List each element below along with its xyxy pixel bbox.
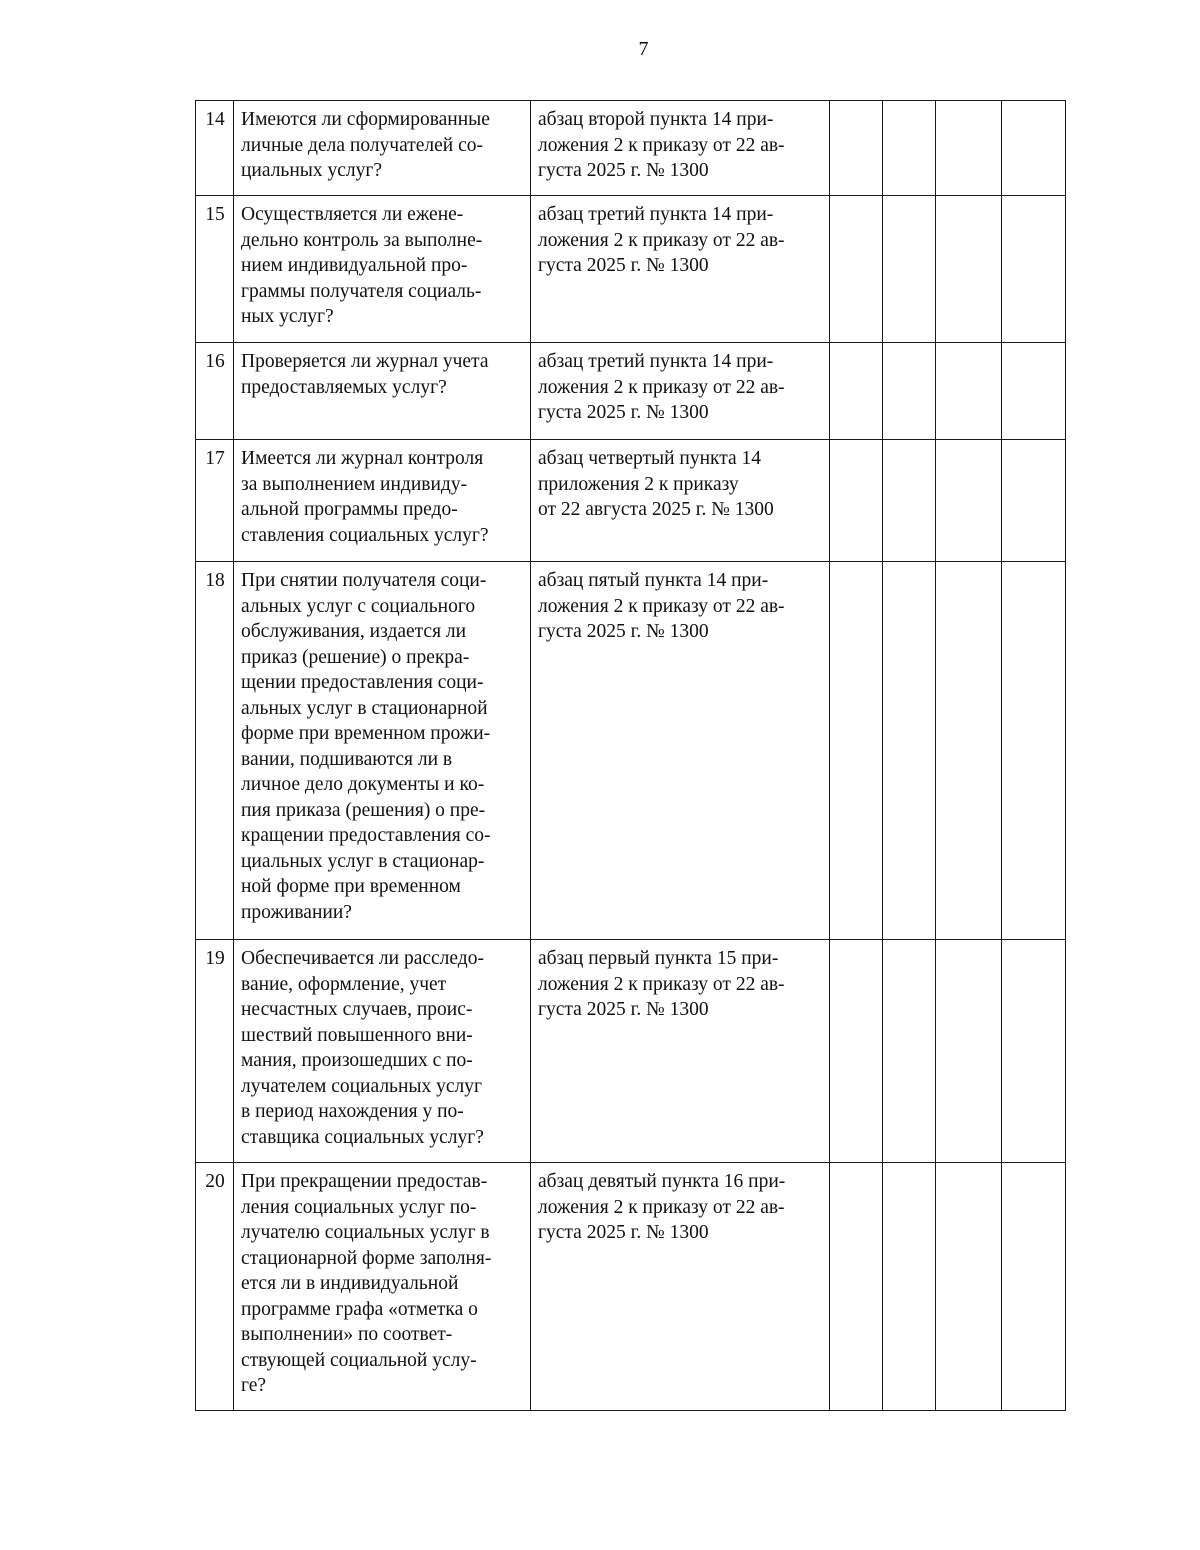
answer-yes-cell[interactable] xyxy=(830,196,883,343)
reference-cell: абзац второй пункта 14 при- ложения 2 к приказу от 22 ав- густа 2025 г. № 1300 xyxy=(531,101,830,196)
answer-no-cell[interactable] xyxy=(883,101,936,196)
row-number: 14 xyxy=(196,101,234,196)
question-cell: При снятии получателя соци- альных услуг с социального обслуживания, издается ли приказ (решение) о прекра- щении предоставления соци- альных услуг в стационарной форме при временном прожи- вании, подшиваются ли в личное дело документы и ко- пия приказа (решения) о пре- кращении предоставления со- циальных услуг в стационар- ной форме при временном проживании? xyxy=(234,562,531,940)
answer-yes-cell[interactable] xyxy=(830,440,883,562)
answer-yes-cell[interactable] xyxy=(830,1163,883,1411)
table-row xyxy=(196,196,1066,343)
answer-no-cell[interactable] xyxy=(883,1163,936,1411)
answer-no-cell[interactable] xyxy=(883,343,936,440)
row-number: 17 xyxy=(196,440,234,562)
answer-no-cell[interactable] xyxy=(883,440,936,562)
reference-cell: абзац девятый пункта 16 при- ложения 2 к приказу от 22 ав- густа 2025 г. № 1300 xyxy=(531,1163,830,1411)
answer-not-applicable-cell[interactable] xyxy=(936,101,1002,196)
reference-cell: абзац пятый пункта 14 при- ложения 2 к приказу от 22 ав- густа 2025 г. № 1300 xyxy=(531,562,830,940)
notes-cell[interactable] xyxy=(1002,196,1066,343)
notes-cell[interactable] xyxy=(1002,1163,1066,1411)
notes-cell[interactable] xyxy=(1002,101,1066,196)
question-cell: Имеются ли сформированные личные дела получателей со- циальных услуг? xyxy=(234,101,531,196)
answer-not-applicable-cell[interactable] xyxy=(936,1163,1002,1411)
answer-yes-cell[interactable] xyxy=(830,562,883,940)
answer-yes-cell[interactable] xyxy=(830,940,883,1163)
table-row xyxy=(196,562,1066,940)
notes-cell[interactable] xyxy=(1002,940,1066,1163)
notes-cell[interactable] xyxy=(1002,440,1066,562)
question-cell: Проверяется ли журнал учета предоставляемых услуг? xyxy=(234,343,531,440)
answer-not-applicable-cell[interactable] xyxy=(936,440,1002,562)
reference-cell: абзац первый пункта 15 при- ложения 2 к приказу от 22 ав- густа 2025 г. № 1300 xyxy=(531,940,830,1163)
table-row xyxy=(196,440,1066,562)
reference-cell: абзац четвертый пункта 14 приложения 2 к приказу от 22 августа 2025 г. № 1300 xyxy=(531,440,830,562)
question-cell: Осуществляется ли еженe- дельно контроль за выполне- нием индивидуальной про- граммы получателя социаль- ных услуг? xyxy=(234,196,531,343)
row-number: 18 xyxy=(196,562,234,940)
answer-yes-cell[interactable] xyxy=(830,343,883,440)
reference-cell: абзац третий пункта 14 при- ложения 2 к приказу от 22 ав- густа 2025 г. № 1300 xyxy=(531,196,830,343)
table-row xyxy=(196,1163,1066,1411)
answer-not-applicable-cell[interactable] xyxy=(936,343,1002,440)
row-number: 19 xyxy=(196,940,234,1163)
table-row xyxy=(196,101,1066,196)
page-number: 7 xyxy=(638,38,649,60)
reference-cell: абзац третий пункта 14 при- ложения 2 к приказу от 22 ав- густа 2025 г. № 1300 xyxy=(531,343,830,440)
table-row xyxy=(196,940,1066,1163)
checklist-table xyxy=(195,100,1066,1411)
notes-cell[interactable] xyxy=(1002,562,1066,940)
answer-not-applicable-cell[interactable] xyxy=(936,940,1002,1163)
answer-no-cell[interactable] xyxy=(883,196,936,343)
answer-not-applicable-cell[interactable] xyxy=(936,562,1002,940)
notes-cell[interactable] xyxy=(1002,343,1066,440)
row-number: 20 xyxy=(196,1163,234,1411)
answer-no-cell[interactable] xyxy=(883,940,936,1163)
answer-not-applicable-cell[interactable] xyxy=(936,196,1002,343)
answer-no-cell[interactable] xyxy=(883,562,936,940)
row-number: 15 xyxy=(196,196,234,343)
answer-yes-cell[interactable] xyxy=(830,101,883,196)
question-cell: Имеется ли журнал контроля за выполнением индивиду- альной программы предо- ставления социальных услуг? xyxy=(234,440,531,562)
question-cell: Обеспечивается ли расследо- вание, оформление, учет несчастных случаев, проис- шествий повышенного вни- мания, произошедших с по- лучателем социальных услуг в период нахождения у по- ставщика социальных услуг? xyxy=(234,940,531,1163)
question-cell: При прекращении предостав- ления социальных услуг по- лучателю социальных услуг в стационарной форме заполня- ется ли в индивидуальной программе графа «отметка о выполнении» по соответ- ствующей социальной услу- ге? xyxy=(234,1163,531,1411)
table-row xyxy=(196,343,1066,440)
row-number: 16 xyxy=(196,343,234,440)
